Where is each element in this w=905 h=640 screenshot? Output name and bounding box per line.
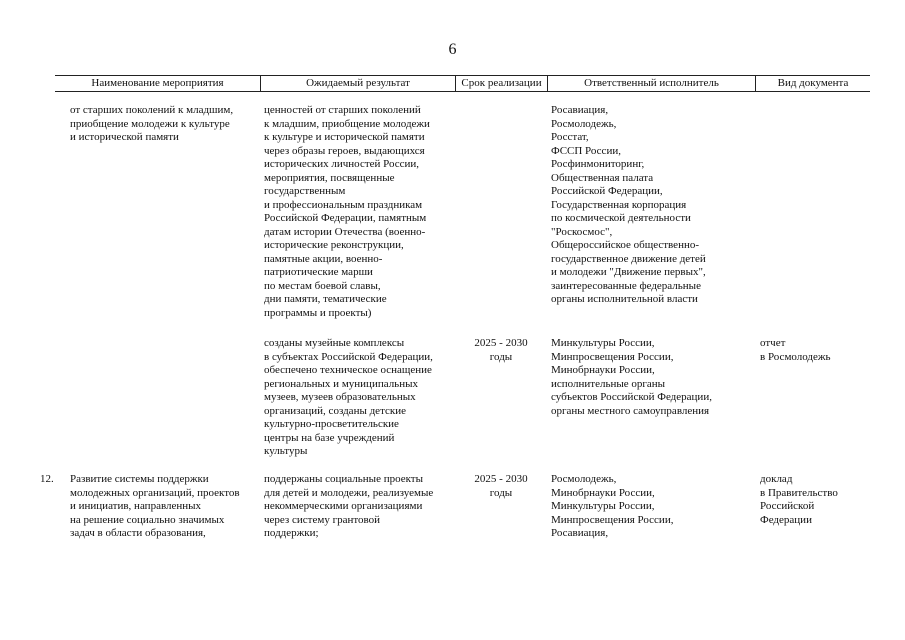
column-header-name: Наименование мероприятия xyxy=(91,77,224,89)
column-header-term: Срок реализации xyxy=(455,76,547,91)
row-term-cell: 2025 - 2030 годы xyxy=(474,337,528,363)
row-name-cell: Развитие системы поддержки молодежных организаций, проектов и инициатив, направленных на решение социально значимых задач в области образования, xyxy=(70,473,240,539)
row-term-cell: 2025 - 2030 годы xyxy=(474,473,528,499)
column-header-document: Вид документа xyxy=(755,76,870,91)
row-result-cell: ценностей от старших поколений к младшим, приобщение молодежи к культуре и исторической памяти через образы героев, выдающихся исторических личностей России, мероприятия, посвященные государственным и профессиональным праздникам Российской Федерации, памятным датам истории Отечества (военно- исторические реконструкции, памятные акции, военно- патриотические марши по местам боевой славы, дни памяти, тематические программы и проекты) xyxy=(264,104,430,319)
row-document-cell: отчет в Росмолодежь xyxy=(760,337,831,363)
table-header xyxy=(55,75,870,92)
column-header-result: Ожидаемый результат xyxy=(260,76,455,91)
row-result-cell: созданы музейные комплексы в субъектах Российской Федерации, обеспечено техническое оснащение региональных и муниципальных музеев, музеев образовательных организаций, созданы детские культурно-просветительские центры на базе учреждений культуры xyxy=(264,337,433,457)
row-executor-cell: Минкультуры России, Минпросвещения России, Минобрнауки России, исполнительные органы субъектов Российской Федерации, органы местного самоуправления xyxy=(551,337,712,417)
row-number-cell: 12. xyxy=(40,473,54,485)
row-executor-cell: Росмолодежь, Минобрнауки России, Минкультуры России, Минпросвещения России, Росавиация, xyxy=(551,473,674,539)
row-name-cell: от старших поколений к младшим, приобщение молодежи к культуре и исторической памяти xyxy=(70,104,234,143)
row-executor-cell: Росавиация, Росмолодежь, Росстат, ФССП России, Росфинмониторинг, Общественная палата Российской Федерации, Государственная корпорация по космической деятельности "Роскосмос", Общероссийское общественно- государственное движение детей и молодежи "Движение первых", заинтересованные федеральные органы исполнительной власти xyxy=(551,104,706,305)
page-number: 6 xyxy=(448,41,457,58)
row-result-cell: поддержаны социальные проекты для детей и молодежи, реализуемые некоммерческими организациями через систему грантовой поддержки; xyxy=(264,473,434,539)
row-document-cell: доклад в Правительство Российской Федерации xyxy=(760,473,838,526)
column-header-executor: Ответственный исполнитель xyxy=(547,76,755,91)
